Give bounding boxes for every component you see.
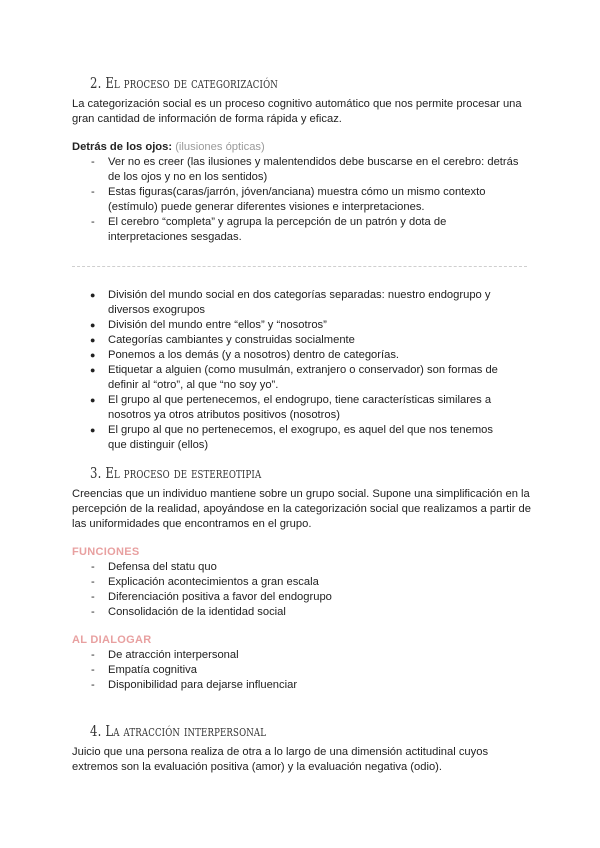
list-item-text: El grupo al que pertenecemos, el endogrupo, tiene características similares a nosotros ya otros atributos positivos (nosotros) <box>108 394 492 421</box>
list-item-text: Etiquetar a alguien (como musulmán, extranjero o conservador) son formas de definir al “otro”, al que “no soy yo”. <box>108 364 498 391</box>
list-item <box>0 155 528 185</box>
dash-marker: - <box>91 591 95 603</box>
list-item-text: El cerebro “completa” y agrupa la percepción de un patrón y dota de interpretaciones sesgadas. <box>108 216 447 243</box>
list-item-text: Diferenciación positiva a favor del endogrupo <box>108 591 332 603</box>
list-item <box>0 318 498 333</box>
list-item <box>0 575 528 590</box>
list-item-text: De atracción interpersonal <box>108 649 239 661</box>
list-item <box>0 648 528 663</box>
list-item <box>0 560 528 575</box>
dialogar-dash-list <box>0 648 528 693</box>
dash-marker: - <box>91 216 95 228</box>
section-heading-categorizacion: 2. El proceso de categorización <box>90 74 278 92</box>
list-item-text: Estas figuras(caras/jarrón, jóven/anciana) muestra cómo un mismo contexto (estímulo) puede generar diferentes visiones e interpretaciones. <box>108 186 486 213</box>
dash-marker: - <box>91 561 95 573</box>
list-item <box>0 605 528 620</box>
list-item <box>0 333 498 348</box>
list-item-text: División del mundo social en dos categorías separadas: nuestro endogrupo y diversos exogrupos <box>108 289 491 316</box>
dash-marker: - <box>91 156 95 168</box>
subheading-detras-ojos <box>72 141 265 153</box>
list-item-text: Consolidación de la identidad social <box>108 606 286 618</box>
list-item-text: El grupo al que no pertenecemos, el exogrupo, es aquel del que nos tenemos que distinguir (ellos) <box>108 424 493 451</box>
bullet-marker: ● <box>90 350 96 360</box>
paragraph-atraccion: Juicio que una persona realiza de otra a lo largo de una dimensión actitudinal cuyos extremos son la evaluación positiva (amor) y la evaluación negativa (odio). <box>72 746 489 773</box>
list-item-text: Empatía cognitiva <box>108 664 197 676</box>
list-item <box>0 215 528 245</box>
list-item <box>0 678 528 693</box>
dash-marker: - <box>91 606 95 618</box>
eyes-dash-list <box>0 155 528 245</box>
list-item <box>0 590 528 605</box>
bullet-marker: ● <box>90 335 96 345</box>
section-heading-estereotipia: 3. El proceso de estereotipia <box>90 464 262 482</box>
list-item-text: Categorías cambiantes y construidas socialmente <box>108 334 355 346</box>
subheading-note: (ilusiones ópticas) <box>175 141 265 153</box>
list-item <box>0 423 498 453</box>
list-item <box>0 348 498 363</box>
categorization-bullet-list <box>0 288 498 453</box>
list-item <box>0 185 528 215</box>
bullet-marker: ● <box>90 425 96 435</box>
bullet-marker: ● <box>90 320 96 330</box>
list-item-text: Ver no es creer (las ilusiones y malentendidos debe buscarse en el cerebro: detrás de los ojos y no en los sentidos) <box>108 156 519 183</box>
funciones-label: FUNCIONES <box>72 546 140 558</box>
list-item <box>0 393 498 423</box>
dash-marker: - <box>91 576 95 588</box>
list-item-text: Disponibilidad para dejarse influenciar <box>108 679 298 691</box>
list-item-text: División del mundo entre “ellos” y “nosotros” <box>108 319 327 331</box>
list-item-text: Defensa del statu quo <box>108 561 217 573</box>
dash-marker: - <box>91 664 95 676</box>
dash-marker: - <box>91 679 95 691</box>
funciones-dash-list <box>0 560 528 620</box>
list-item <box>0 288 498 318</box>
bullet-marker: ● <box>90 395 96 405</box>
section-heading-atraccion: 4. La atracción interpersonal <box>90 722 267 740</box>
list-item-text: Explicación acontecimientos a gran escala <box>108 576 319 588</box>
paragraph-estereotipia: Creencias que un individuo mantiene sobre un grupo social. Supone una simplificación en la percepción de la realidad, apoyándose en la categorización social que realizamos a partir de las uniformidades que encontramos en el grupo. <box>72 488 531 530</box>
dash-marker: - <box>91 649 95 661</box>
bullet-marker: ● <box>90 290 96 300</box>
dashed-divider <box>72 266 527 267</box>
bullet-marker: ● <box>90 365 96 375</box>
dash-marker: - <box>91 186 95 198</box>
al-dialogar-label: AL DIALOGAR <box>72 634 152 646</box>
list-item <box>0 363 498 393</box>
subheading-title: Detrás de los ojos: <box>72 141 173 153</box>
paragraph-categorizacion: La categorización social es un proceso cognitivo automático que nos permite procesar una gran cantidad de información de forma rápida y eficaz. <box>72 98 522 125</box>
list-item <box>0 663 528 678</box>
list-item-text: Ponemos a los demás (y a nosotros) dentro de categorías. <box>108 349 400 361</box>
